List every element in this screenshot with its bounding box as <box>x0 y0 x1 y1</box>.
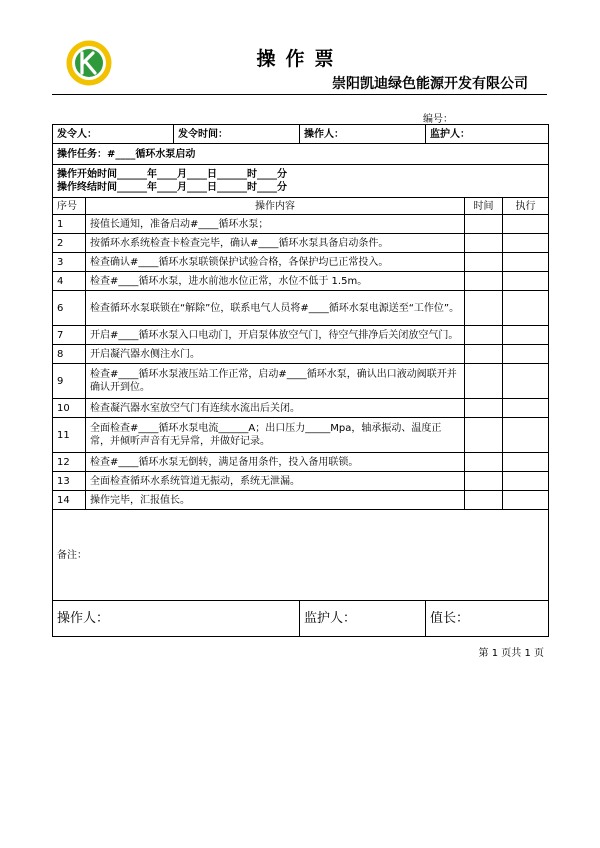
step-exec-cell[interactable] <box>503 453 549 472</box>
step-time-cell[interactable] <box>465 326 503 345</box>
step-text: 开启凝汽器水侧注水门。 <box>86 345 465 364</box>
step-exec-cell[interactable] <box>503 399 549 418</box>
step-no: 2 <box>53 234 86 253</box>
step-exec-cell[interactable] <box>503 491 549 510</box>
step-time-cell[interactable] <box>465 291 503 326</box>
page-title: 操作票 <box>256 48 344 70</box>
sig-shift-leader[interactable]: 值长： <box>426 601 549 637</box>
col-content-header: 操作内容 <box>86 198 465 215</box>
step-no: 3 <box>53 253 86 272</box>
step-no: 10 <box>53 399 86 418</box>
step-time-cell[interactable] <box>465 399 503 418</box>
step-exec-cell[interactable] <box>503 364 549 399</box>
step-text: 检查凝汽器水室放空气门有连续水流出后关闭。 <box>86 399 465 418</box>
step-time-cell[interactable] <box>465 272 503 291</box>
step-text: 检查#____循环水泵无倒转，满足备用条件，投入备用联锁。 <box>86 453 465 472</box>
task-row <box>53 144 549 165</box>
step-no: 4 <box>53 272 86 291</box>
step-text: 检查循环水泵联锁在“解除”位，联系电气人员将#____循环水泵电源送至“工作位”。 <box>86 291 465 326</box>
step-text: 开启#____循环水泵入口电动门，开启泵体放空气门，待空气排净后关闭放空气门。 <box>86 326 465 345</box>
table-row <box>53 215 549 234</box>
issuer-row <box>53 125 549 144</box>
step-exec-cell[interactable] <box>503 345 549 364</box>
issue-time-field[interactable]: 发令时间： <box>174 125 300 144</box>
table-row <box>53 253 549 272</box>
step-time-cell[interactable] <box>465 345 503 364</box>
table-row <box>53 291 549 326</box>
step-time-cell[interactable] <box>465 491 503 510</box>
step-no: 12 <box>53 453 86 472</box>
page-number: 第 1 页共 1 页 <box>478 648 544 659</box>
step-text: 检查确认#____循环水泵联锁保护试验合格，各保护均已正常投入。 <box>86 253 465 272</box>
step-exec-cell[interactable] <box>503 291 549 326</box>
step-exec-cell[interactable] <box>503 472 549 491</box>
step-no: 6 <box>53 291 86 326</box>
step-no: 1 <box>53 215 86 234</box>
step-time-cell[interactable] <box>465 234 503 253</box>
issuer-field[interactable]: 发令人： <box>53 125 174 144</box>
step-time-cell[interactable] <box>465 472 503 491</box>
header-divider <box>52 94 547 95</box>
table-row <box>53 272 549 291</box>
step-text: 按循环水系统检查卡检查完毕，确认#____循环水泵具备启动条件。 <box>86 234 465 253</box>
step-exec-cell[interactable] <box>503 418 549 453</box>
operator-field[interactable]: 操作人： <box>300 125 426 144</box>
table-row <box>53 472 549 491</box>
table-row <box>53 491 549 510</box>
remarks-row <box>53 510 549 601</box>
step-exec-cell[interactable] <box>503 326 549 345</box>
operation-ticket-table <box>52 124 549 637</box>
step-text: 检查#____循环水泵，进水前池水位正常，水位不低于 1.5m。 <box>86 272 465 291</box>
step-time-cell[interactable] <box>465 453 503 472</box>
signature-row <box>53 601 549 637</box>
table-row <box>53 399 549 418</box>
step-no: 11 <box>53 418 86 453</box>
step-exec-cell[interactable] <box>503 215 549 234</box>
step-time-cell[interactable] <box>465 418 503 453</box>
step-text: 全面检查#____循环水泵电流______A；出口压力_____Mpa，轴承振动、温度正常，并倾听声音有无异常，并做好记录。 <box>86 418 465 453</box>
start-time-field[interactable]: 操作开始时间______年____月____日______时____分 <box>57 169 287 180</box>
time-row <box>53 165 549 198</box>
table-row <box>53 418 549 453</box>
sig-guardian[interactable]: 监护人： <box>300 601 426 637</box>
step-no: 8 <box>53 345 86 364</box>
step-time-cell[interactable] <box>465 253 503 272</box>
step-no: 9 <box>53 364 86 399</box>
table-row <box>53 326 549 345</box>
step-text: 接值长通知，准备启动#____循环水泵； <box>86 215 465 234</box>
step-text: 检查#____循环水泵液压站工作正常，启动#____循环水泵，确认出口液动阀联开并确认开到位。 <box>86 364 465 399</box>
remarks-field[interactable]: 备注： <box>53 510 549 601</box>
table-row <box>53 345 549 364</box>
step-exec-cell[interactable] <box>503 234 549 253</box>
step-text: 全面检查循环水系统管道无振动，系统无泄漏。 <box>86 472 465 491</box>
table-row <box>53 453 549 472</box>
step-time-cell[interactable] <box>465 215 503 234</box>
col-exec-header: 执行 <box>503 198 549 215</box>
step-time-cell[interactable] <box>465 364 503 399</box>
table-row <box>53 234 549 253</box>
end-time-field[interactable]: 操作终结时间______年____月____日______时____分 <box>57 182 287 193</box>
step-exec-cell[interactable] <box>503 272 549 291</box>
table-row <box>53 364 549 399</box>
col-seq-header: 序号 <box>53 198 86 215</box>
col-time-header: 时间 <box>465 198 503 215</box>
step-no: 7 <box>53 326 86 345</box>
step-exec-cell[interactable] <box>503 253 549 272</box>
serial-number-label: 编号： <box>423 114 453 125</box>
operation-task[interactable]: 操作任务：#____循环水泵启动 <box>53 144 549 165</box>
guardian-field[interactable]: 监护人： <box>426 125 549 144</box>
sig-operator[interactable]: 操作人： <box>53 601 300 637</box>
step-no: 14 <box>53 491 86 510</box>
company-name: 崇阳凯迪绿色能源开发有限公司 <box>332 76 528 92</box>
step-no: 13 <box>53 472 86 491</box>
step-text: 操作完毕，汇报值长。 <box>86 491 465 510</box>
column-header-row <box>53 198 549 215</box>
